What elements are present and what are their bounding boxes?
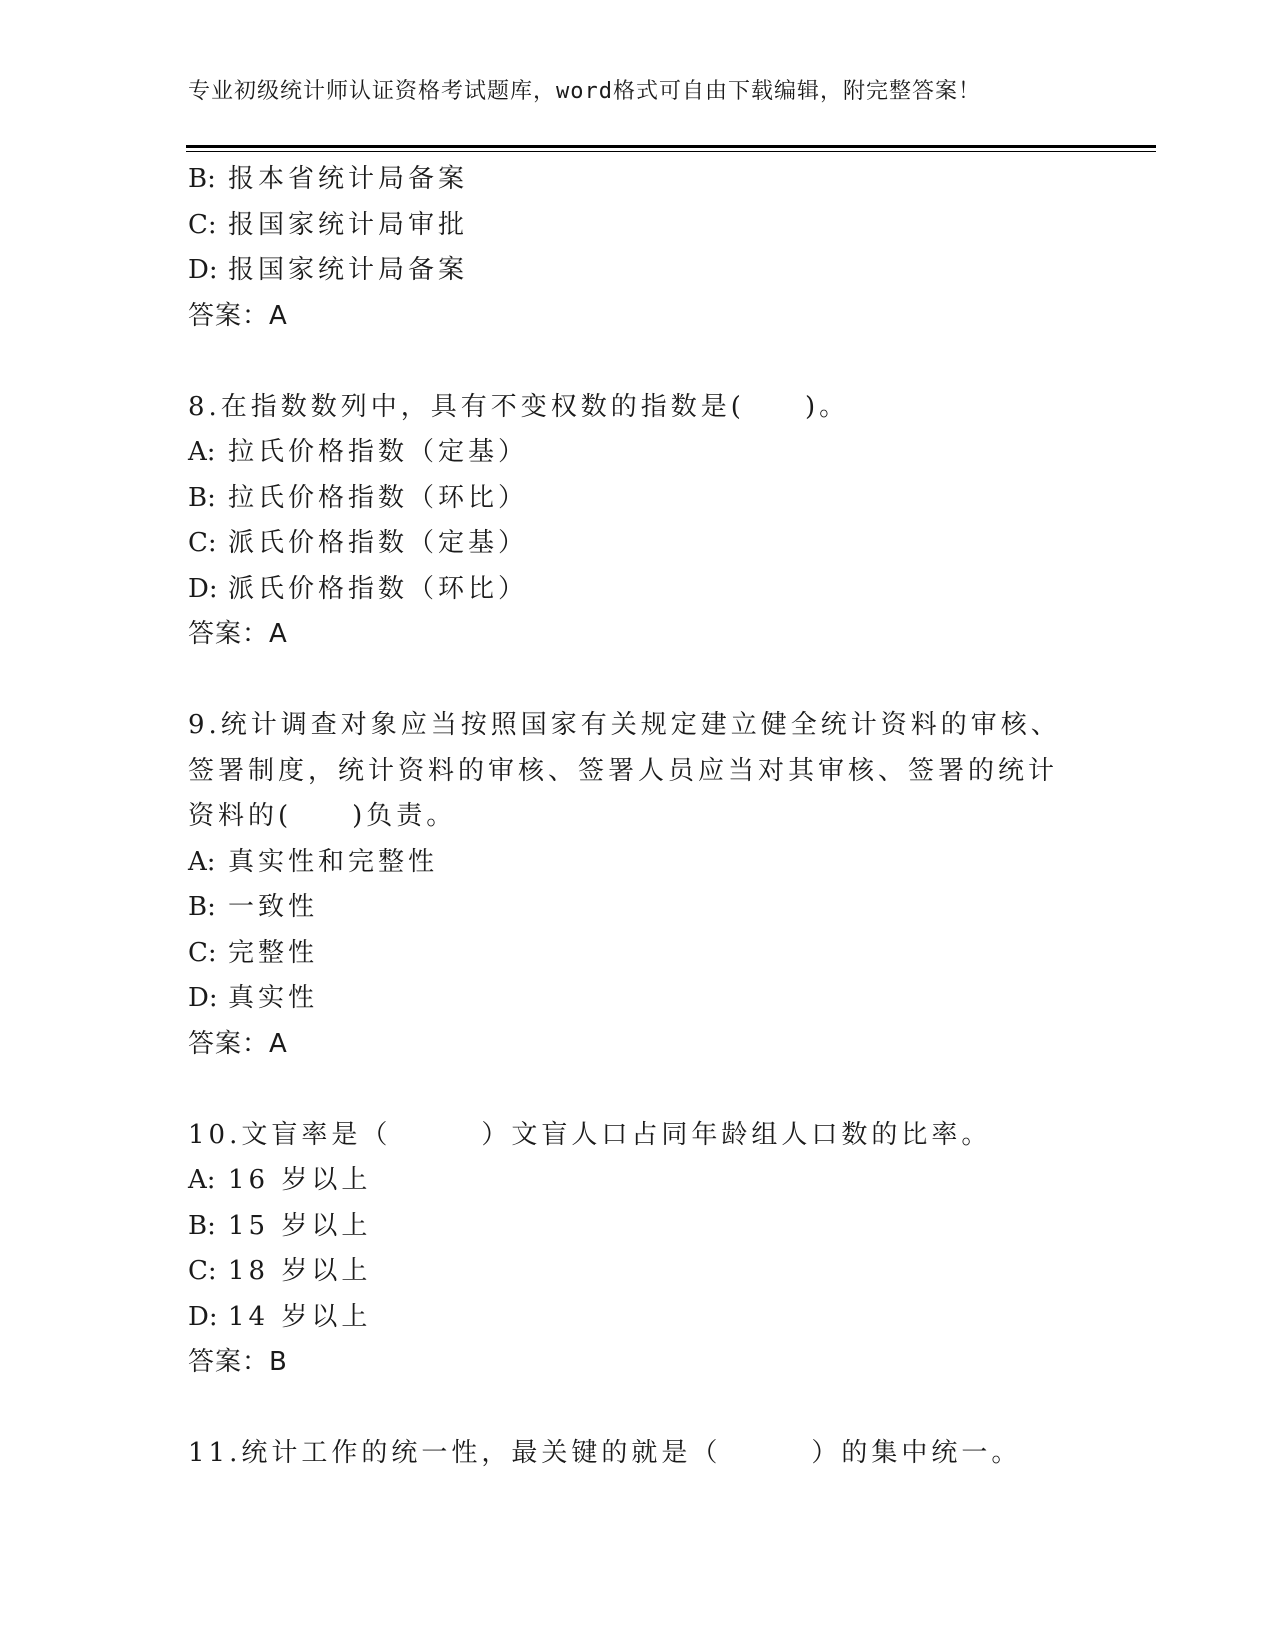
question-9: [188, 703, 1068, 1067]
option-letter: D:: [188, 255, 218, 285]
option-text: 真实性和完整性: [228, 846, 439, 877]
spacer: [188, 339, 1068, 385]
option-text: 派氏价格指数（环比）: [228, 573, 529, 604]
option-letter: C:: [188, 937, 217, 968]
option-line: [188, 157, 1068, 203]
option-letter: D:: [188, 1301, 218, 1332]
option-text: 16 岁以上: [228, 1165, 372, 1195]
header-rule-thin: [186, 151, 1156, 152]
question-stem: 9.统计调查对象应当按照国家有关规定建立健全统计资料的审核、签署制度，统计资料的审核、签署人员应当对其审核、签署的统计资料的( )负责。: [188, 710, 1061, 831]
option-letter: A:: [188, 437, 216, 467]
header-rule-thick: [186, 145, 1156, 148]
option-letter: A:: [188, 846, 216, 877]
option-letter: B:: [188, 164, 216, 194]
option-line: [188, 1249, 1068, 1295]
option-line: [188, 885, 1068, 931]
document-body: [188, 157, 1068, 1477]
spacer: [188, 658, 1068, 704]
option-line: [188, 476, 1068, 522]
option-line: [188, 1158, 1068, 1204]
option-line: [188, 976, 1068, 1022]
option-letter: B:: [188, 892, 216, 922]
option-text: 报国家统计局审批: [228, 209, 469, 240]
option-line: [188, 430, 1068, 476]
option-letter: C:: [188, 209, 217, 240]
page-header: 专业初级统计师认证资格考试题库，word格式可自由下载编辑，附完整答案！: [188, 79, 981, 104]
option-text: 派氏价格指数（定基）: [228, 528, 529, 558]
option-line: [188, 521, 1068, 567]
question-11: [188, 1431, 1068, 1477]
answer-line: 答案：A: [188, 1028, 288, 1059]
option-text: 报本省统计局备案: [228, 164, 469, 194]
option-text: 15 岁以上: [228, 1210, 372, 1241]
spacer: [188, 1386, 1068, 1432]
option-text: 拉氏价格指数（环比）: [228, 482, 529, 513]
option-letter: B:: [188, 482, 216, 513]
question-stem: 10.文盲率是（ ）文盲人口占同年龄组人口数的比率。: [188, 1119, 992, 1150]
answer-line: 答案：A: [188, 300, 288, 331]
option-letter: C:: [188, 528, 217, 558]
option-line: [188, 840, 1068, 886]
option-text: 一致性: [228, 892, 319, 922]
question-stem: 11.统计工作的统一性，最关键的就是（ ）的集中统一。: [188, 1438, 1022, 1468]
answer-line: 答案：B: [188, 1347, 288, 1377]
spacer: [188, 1067, 1068, 1113]
option-letter: D:: [188, 983, 218, 1013]
option-letter: D:: [188, 573, 218, 604]
option-line: [188, 567, 1068, 613]
option-text: 14 岁以上: [228, 1301, 372, 1332]
option-text: 拉氏价格指数（定基）: [228, 437, 529, 467]
question-10: [188, 1113, 1068, 1386]
option-line: [188, 1204, 1068, 1250]
question-8: [188, 385, 1068, 658]
option-letter: C:: [188, 1256, 217, 1286]
continued-question: [188, 157, 1068, 339]
option-letter: A:: [188, 1165, 216, 1195]
answer-line: 答案：A: [188, 619, 288, 649]
option-text: 完整性: [228, 937, 319, 968]
option-text: 18 岁以上: [228, 1256, 372, 1286]
question-stem: 8.在指数数列中，具有不变权数的指数是( )。: [188, 391, 850, 422]
option-text: 真实性: [228, 983, 319, 1013]
option-line: [188, 1295, 1068, 1341]
option-line: [188, 248, 1068, 294]
option-line: [188, 931, 1068, 977]
option-line: [188, 203, 1068, 249]
option-letter: B:: [188, 1210, 216, 1241]
option-text: 报国家统计局备案: [228, 255, 469, 285]
